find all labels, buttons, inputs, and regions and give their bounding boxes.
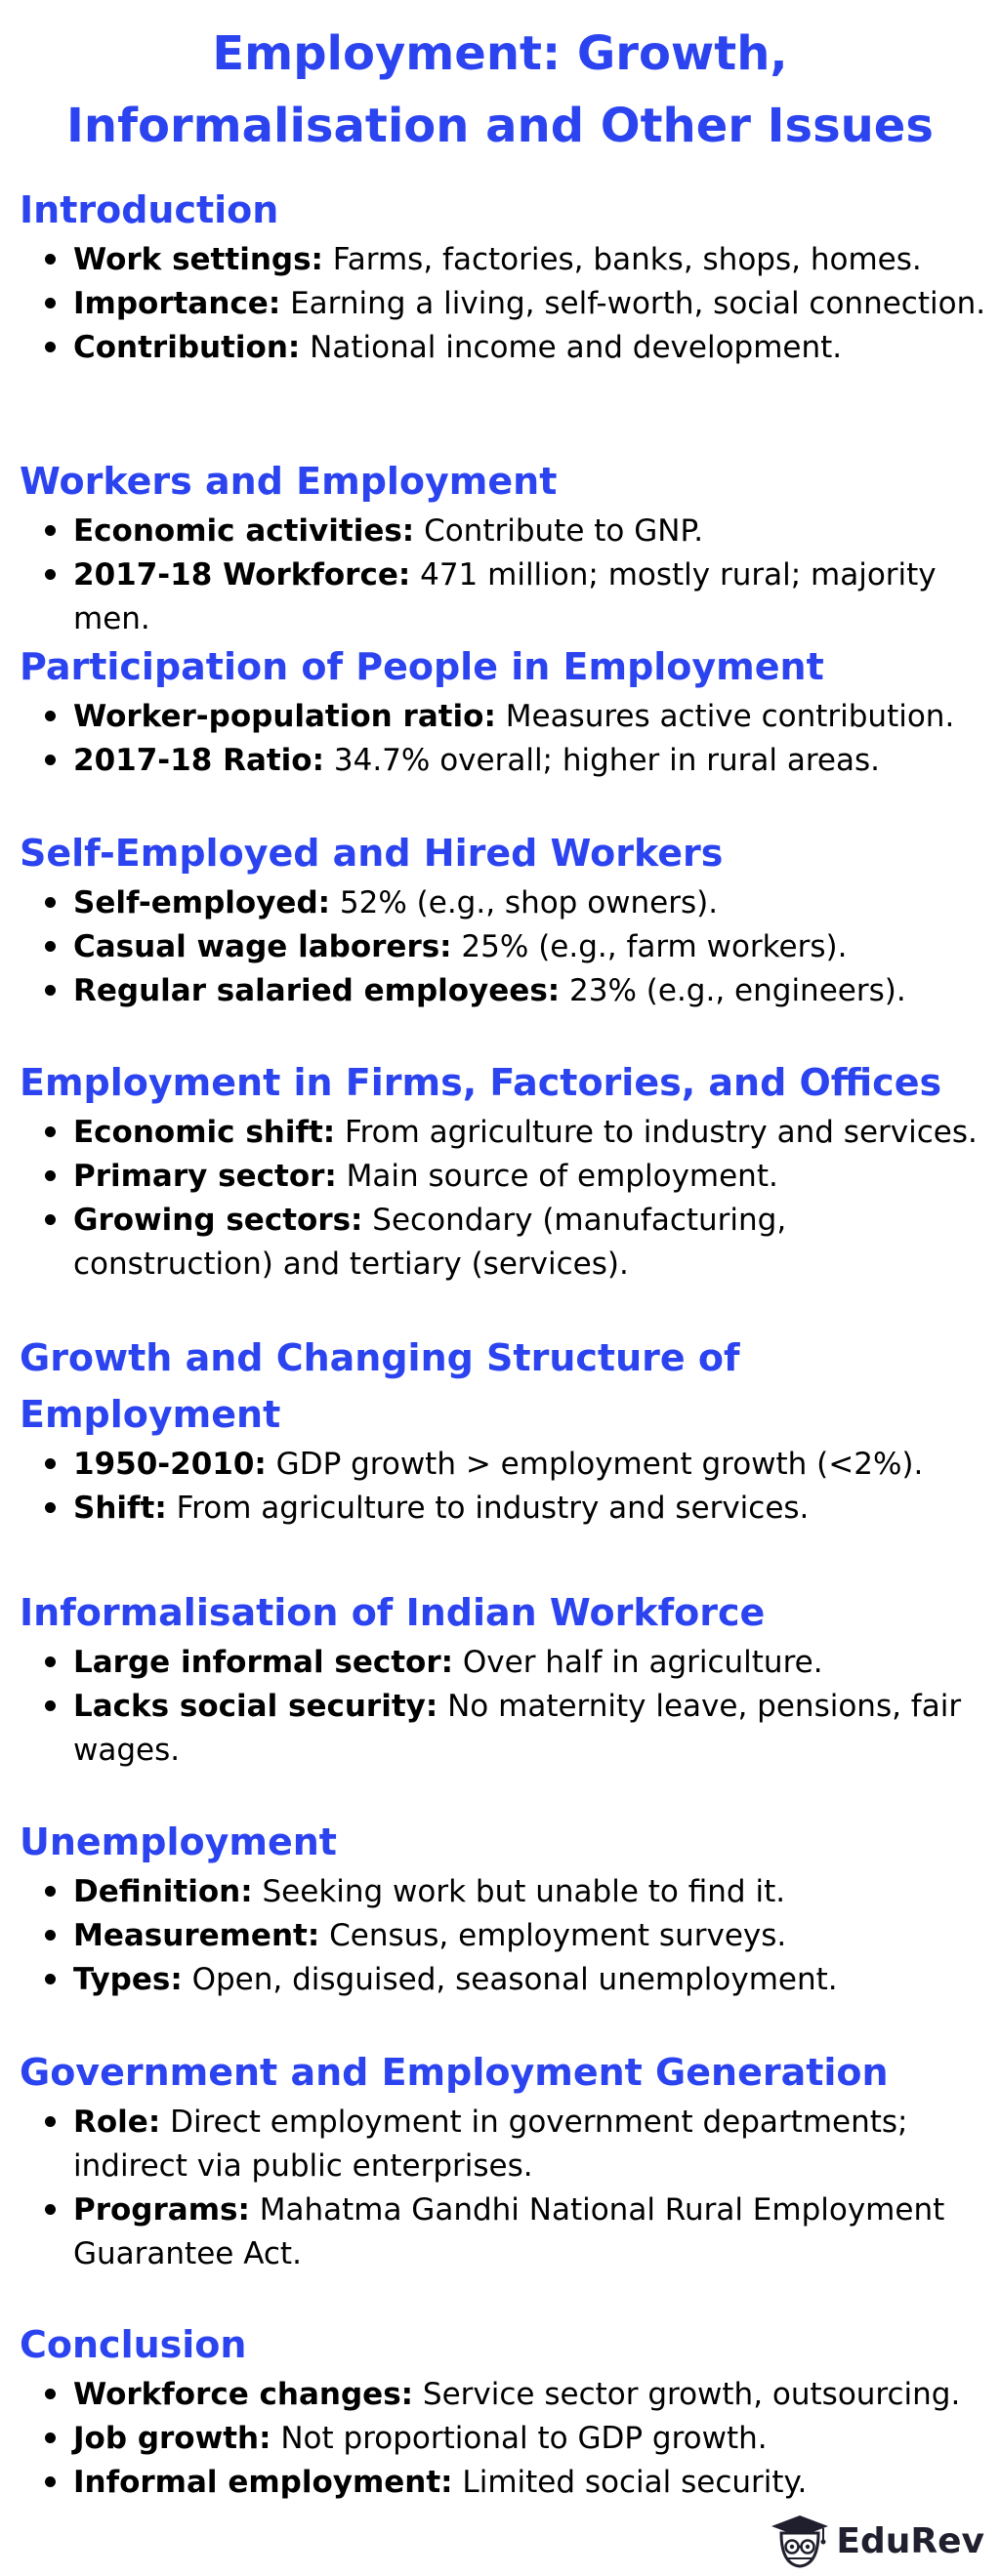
bullet-dot	[45, 1930, 56, 1941]
item-label: Self-employed:	[73, 885, 331, 920]
list-item	[20, 1111, 986, 1155]
title-line-1: Employment: Growth,	[212, 26, 788, 81]
item-text: Open, disguised, seasonal unemployment.	[182, 1962, 838, 1997]
item-label: Regular salaried employees:	[73, 973, 561, 1008]
item-text: 52% (e.g., shop owners).	[330, 885, 719, 920]
bullet-dot	[45, 1656, 56, 1667]
item-text: 471 million; mostly rural; majority men.	[73, 557, 937, 636]
item-text: 25% (e.g., farm workers).	[451, 929, 848, 964]
bullet-list	[20, 881, 986, 1013]
list-item	[20, 1870, 986, 1914]
item-text: Earning a living, self-worth, social connection.	[280, 286, 986, 321]
bullet-dot	[45, 342, 56, 352]
item-label: Large informal sector:	[73, 1645, 454, 1680]
list-item	[20, 739, 986, 783]
bullet-dot	[45, 1700, 56, 1711]
section-growth-changing-structure	[20, 1329, 986, 1531]
item-label: Economic activities:	[73, 513, 415, 549]
section-firms-factories-offices	[20, 1054, 986, 1287]
bullet-dot	[45, 1974, 56, 1984]
item-label: Types:	[73, 1962, 183, 1997]
section-heading: Employment in Firms, Factories, and Offices	[20, 1061, 942, 1104]
item-text: Farms, factories, banks, shops, homes.	[322, 242, 922, 277]
item-text: Not proportional to GDP growth.	[271, 2421, 768, 2456]
item-text: GDP growth > employment growth (<2%).	[266, 1447, 924, 1482]
item-text: From agriculture to industry and services.	[335, 1115, 978, 1150]
list-item	[20, 1443, 986, 1487]
item-label: Shift:	[73, 1491, 167, 1526]
item-text: National income and development.	[300, 330, 843, 365]
item-label: Measurement:	[73, 1918, 320, 1953]
section-informalisation	[20, 1584, 986, 1773]
item-label: Work settings:	[73, 242, 323, 277]
list-item	[20, 326, 986, 370]
list-item	[20, 1914, 986, 1958]
bullet-list	[20, 1641, 986, 1773]
item-label: Job growth:	[73, 2421, 271, 2456]
list-item	[20, 2461, 986, 2505]
section-heading: Conclusion	[20, 2323, 247, 2366]
bullet-dot	[45, 2204, 56, 2215]
bullet-dot	[45, 1214, 56, 1225]
list-item	[20, 1155, 986, 1199]
list-item	[20, 1685, 986, 1773]
item-label: Informal employment:	[73, 2465, 453, 2500]
section-heading: Workers and Employment	[20, 460, 558, 503]
section-introduction	[20, 182, 986, 370]
item-text: From agriculture to industry and services.	[166, 1491, 810, 1526]
section-unemployment	[20, 1814, 986, 2002]
section-government-employment	[20, 2044, 986, 2276]
bullet-dot	[45, 2433, 56, 2443]
list-item	[20, 695, 986, 739]
list-item	[20, 510, 986, 553]
section-self-employed	[20, 825, 986, 1013]
item-text: Secondary (manufacturing, construction) and tertiary (services).	[73, 1203, 787, 1282]
list-item	[20, 1199, 986, 1287]
bullet-list	[20, 2101, 986, 2276]
item-text: Contribute to GNP.	[414, 513, 704, 549]
list-item	[20, 238, 986, 282]
item-text: Seeking work but unable to find it.	[252, 1874, 786, 1909]
section-heading: Unemployment	[20, 1820, 337, 1863]
section-workers-and-employment	[20, 453, 986, 641]
item-text: Census, employment surveys.	[319, 1918, 787, 1953]
bullet-dot	[45, 2389, 56, 2399]
item-label: 1950-2010:	[73, 1447, 267, 1482]
section-heading: Growth and Changing Structure of Employment	[20, 1336, 740, 1436]
list-item	[20, 969, 986, 1013]
bullet-dot	[45, 298, 56, 308]
item-label: Lacks social security:	[73, 1689, 438, 1724]
section-participation	[20, 638, 986, 783]
item-label: Definition:	[73, 1874, 253, 1909]
page-title	[0, 18, 1000, 162]
bullet-list	[20, 695, 986, 783]
bullet-list	[20, 510, 986, 641]
item-text: 23% (e.g., engineers).	[560, 973, 906, 1008]
bullet-dot	[45, 569, 56, 580]
bullet-dot	[45, 2116, 56, 2127]
item-label: Casual wage laborers:	[73, 929, 452, 964]
bullet-dot	[45, 1170, 56, 1181]
bullet-dot	[45, 1886, 56, 1897]
list-item	[20, 2417, 986, 2461]
list-item	[20, 2373, 986, 2417]
item-label: Contribution:	[73, 330, 301, 365]
title-line-2: Informalisation and Other Issues	[66, 99, 934, 153]
bullet-dot	[45, 1458, 56, 1469]
item-text: 34.7% overall; higher in rural areas.	[324, 743, 880, 778]
list-item	[20, 2101, 986, 2188]
item-label: Primary sector:	[73, 1159, 337, 1194]
bullet-list	[20, 1870, 986, 2002]
bullet-dot	[45, 2476, 56, 2487]
item-text: Mahatma Gandhi National Rural Employment Guarantee Act.	[73, 2192, 945, 2271]
edurev-logo[interactable]	[770, 2512, 984, 2570]
section-heading: Self-Employed and Hired Workers	[20, 832, 724, 875]
page	[0, 18, 1000, 2576]
list-item	[20, 925, 986, 969]
bullet-dot	[45, 897, 56, 908]
item-label: 2017-18 Ratio:	[73, 743, 325, 778]
list-item	[20, 282, 986, 326]
bullet-dot	[45, 1126, 56, 1137]
list-item	[20, 2188, 986, 2276]
logo-text: EduRev	[836, 2520, 984, 2561]
bullet-dot	[45, 755, 56, 765]
section-heading: Informalisation of Indian Workforce	[20, 1591, 766, 1634]
list-item	[20, 553, 986, 641]
item-label: Programs:	[73, 2192, 250, 2228]
bullet-list	[20, 1443, 986, 1531]
section-conclusion	[20, 2316, 986, 2505]
graduation-cap-owl-icon	[770, 2514, 830, 2568]
bullet-dot	[45, 254, 56, 265]
item-label: Role:	[73, 2105, 161, 2140]
list-item	[20, 1958, 986, 2002]
bullet-dot	[45, 941, 56, 952]
section-heading: Government and Employment Generation	[20, 2051, 889, 2094]
item-label: Growing sectors:	[73, 1203, 363, 1238]
item-text: Measures active contribution.	[495, 699, 955, 734]
item-text: Over half in agriculture.	[453, 1645, 823, 1680]
bullet-list	[20, 1111, 986, 1287]
section-heading: Participation of People in Employment	[20, 645, 824, 688]
item-text: Direct employment in government departments; indirect via public enterprises.	[73, 2105, 908, 2184]
item-text: Limited social security.	[452, 2465, 808, 2500]
item-label: Worker-population ratio:	[73, 699, 496, 734]
bullet-list	[20, 238, 986, 370]
item-text: Main source of employment.	[336, 1159, 778, 1194]
bullet-dot	[45, 525, 56, 536]
bullet-dot	[45, 985, 56, 996]
item-text: No maternity leave, pensions, fair wages.	[73, 1689, 962, 1768]
item-text: Service sector growth, outsourcing.	[413, 2377, 961, 2412]
bullet-dot	[45, 1502, 56, 1513]
list-item	[20, 1487, 986, 1531]
item-label: Workforce changes:	[73, 2377, 414, 2412]
item-label: 2017-18 Workforce:	[73, 557, 411, 593]
section-heading: Introduction	[20, 188, 279, 231]
item-label: Importance:	[73, 286, 281, 321]
list-item	[20, 1641, 986, 1685]
bullet-dot	[45, 711, 56, 721]
bullet-list	[20, 2373, 986, 2505]
item-label: Economic shift:	[73, 1115, 336, 1150]
list-item	[20, 881, 986, 925]
